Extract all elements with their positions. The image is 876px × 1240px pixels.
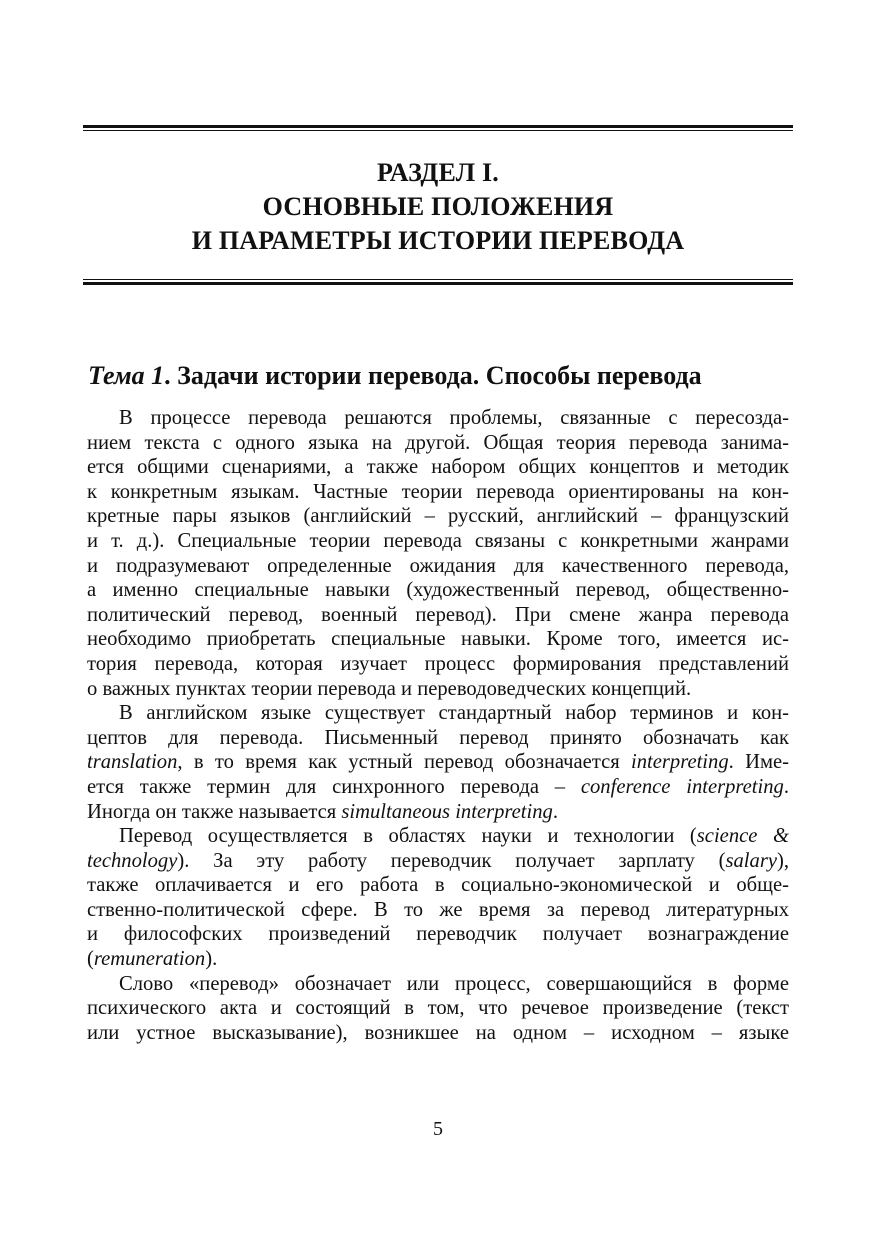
text-line: также оплачивается и его работа в социально-экономической и обще-: [87, 874, 789, 897]
term-interpreting: interpreting: [631, 751, 729, 774]
term-simultaneous-interpreting: simultaneous interpreting: [341, 800, 553, 823]
text-line: о важных пунктах теории перевода и переводоведческих концепций.: [87, 677, 692, 700]
text-line: Слово «перевод» обозначает или процесс, совершающийся в форме: [119, 972, 789, 995]
text-line: тория перевода, которая изучает процесс формирования представлений: [87, 652, 789, 675]
text-line: В английском языке существует стандартный набор терминов и кон-: [119, 702, 789, 725]
section-title: [83, 156, 793, 258]
section-title-line-3: И ПАРАМЕТРЫ ИСТОРИИ ПЕРЕВОДА: [191, 226, 685, 255]
top-double-rule: [83, 125, 793, 131]
text-line: и философских произведений переводчик получает вознаграждение: [87, 923, 789, 946]
text-line: ственно-политической сфере. В то же время за перевод литературных: [87, 898, 789, 921]
text-line: политический перевод, военный перевод). При смене жанра перевода: [87, 603, 789, 626]
text-line: ется общими сценариями, а также набором общих концептов и методик: [87, 456, 789, 479]
term-remuneration: remuneration: [93, 948, 206, 971]
text-line: к конкретным языкам. Частные теории перевода ориентированы на кон-: [87, 480, 789, 503]
text-line: нием текста с одного языка на другой. Общая теория перевода занима-: [87, 431, 789, 454]
text-line: (remuneration).: [87, 948, 218, 971]
text-line: кретные пары языков (английский – русский, английский – французский: [87, 505, 789, 528]
section-title-line-1: РАЗДЕЛ I.: [377, 158, 499, 187]
text-line: а именно специальные навыки (художественный перевод, общественно-: [87, 579, 789, 602]
topic-title: . Задачи истории перевода. Способы перевода: [164, 361, 702, 390]
section-title-line-2: ОСНОВНЫЕ ПОЛОЖЕНИЯ: [262, 192, 614, 221]
text-line: цептов для перевода. Письменный перевод принято обозначать как: [87, 726, 789, 749]
text-line: и т. д.). Специальные теории перевода связаны с конкретными жанрами: [87, 529, 789, 552]
text-line: В процессе перевода решаются проблемы, связанные с пересозда-: [119, 407, 789, 429]
text-line: Перевод осуществляется в областях науки и технологии (science &: [119, 825, 789, 848]
topic-label: Тема 1: [88, 361, 165, 390]
text-line: translation, в то время как устный перевод обозначается interpreting. Име-: [87, 751, 789, 774]
text-line: необходимо приобретать специальные навыки. Кроме того, имеется ис-: [87, 628, 789, 651]
text-line: психического акта и состоящий в том, что речевое произведение (текст: [87, 997, 789, 1020]
text-line: ется также термин для синхронного перевода – conference interpreting.: [87, 775, 789, 798]
text-line: technology). За эту работу переводчик получает зарплату (salary),: [87, 849, 789, 872]
text-line: Иногда он также называется simultaneous interpreting.: [87, 800, 558, 823]
text-line: и подразумевают определенные ожидания для качественного перевода,: [87, 554, 789, 577]
term-translation: translation: [87, 751, 178, 774]
term-conference-interpreting: conference interpreting: [580, 775, 784, 798]
text-line: или устное высказывание), возникшее на одном – исходном – языке: [87, 1021, 789, 1044]
bottom-double-rule: [83, 279, 793, 285]
term-technology: technology: [87, 849, 178, 872]
topic-heading: [88, 361, 788, 391]
body-text: [87, 406, 789, 1045]
term-salary: salary: [725, 849, 777, 872]
term-science: science &: [696, 825, 789, 848]
page-number: 5: [433, 1118, 443, 1140]
